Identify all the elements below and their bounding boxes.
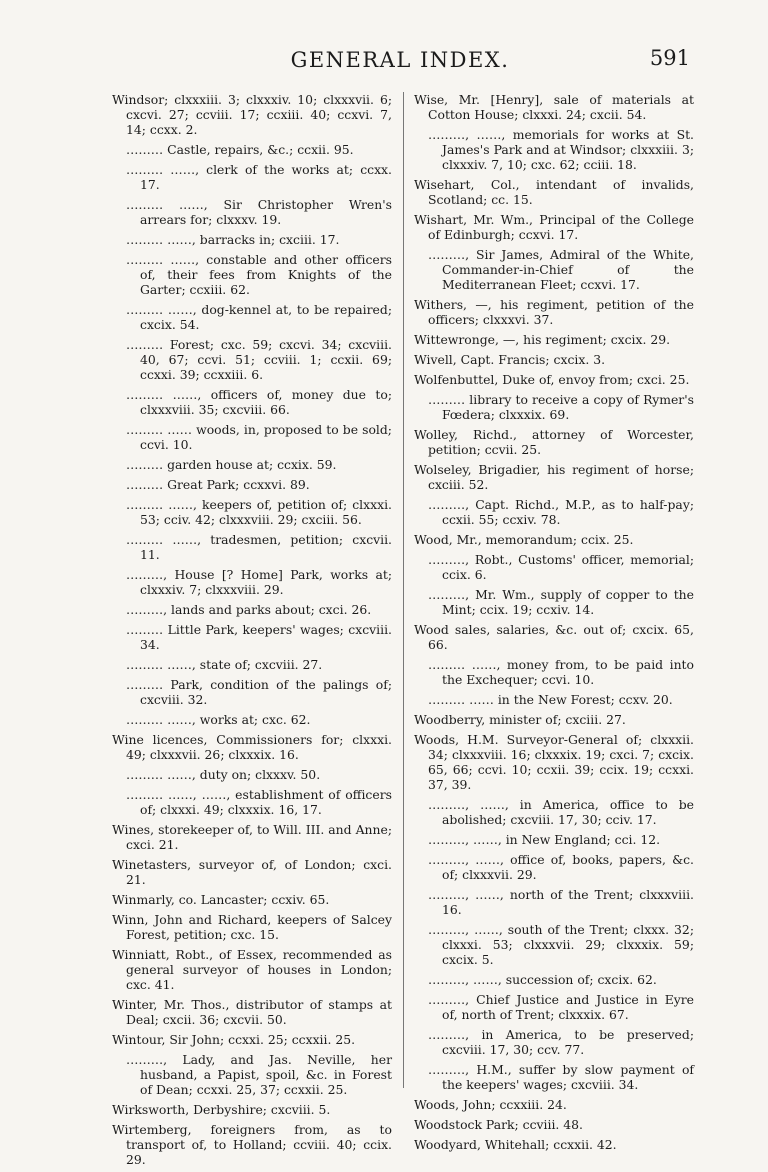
index-entry: Wood sales, salaries, &c. out of; cxcix. 65, 66. [414, 622, 694, 652]
index-entry: ………, Lady, and Jas. Neville, her husband, a Papist, spoil, &c. in Forest of Dean; ccxxi. 25, 37; ccxxii. 25. [126, 1052, 392, 1097]
index-entry: Wolley, Richd., attorney of Worcester, petition; ccvii. 25. [414, 427, 694, 457]
index-entry: ……… ……, constable and other officers of, their fees from Knights of the Garter; ccxiii. 62. [126, 252, 392, 297]
index-entry: ……… ……, tradesmen, petition; cxcvii. 11. [126, 532, 392, 562]
index-entry: ……… Castle, repairs, &c.; ccxii. 95. [126, 142, 354, 157]
index-entry: ………, H.M., suffer by slow payment of the keepers' wages; cxcviii. 34. [428, 1062, 694, 1092]
index-entry: Wirtemberg, foreigners from, as to transport of, to Holland; ccviii. 40; ccix. 29. [112, 1122, 392, 1167]
index-entry: Winmarly, co. Lancaster; ccxiv. 65. [112, 892, 330, 907]
index-entry: ……… ……, keepers of, petition of; clxxxi. 53; cciv. 42; clxxxviii. 29; cxciii. 56. [126, 497, 392, 527]
index-entry: Wintour, Sir John; ccxxi. 25; ccxxii. 25. [112, 1032, 356, 1047]
index-entry: ………, ……, in America, office to be abolished; cxcviii. 17, 30; cciv. 17. [428, 797, 694, 827]
index-entry: ……… …… in the New Forest; ccxv. 20. [428, 692, 673, 707]
index-entry: Woodyard, Whitehall; ccxxii. 42. [414, 1137, 617, 1152]
index-entry: ……… Great Park; ccxxvi. 89. [126, 477, 310, 492]
index-entry: ……… ……, works at; cxc. 62. [126, 712, 311, 727]
index-entry: ………, House [? Home] Park, works at; clxxxiv. 7; clxxxviii. 29. [126, 567, 392, 597]
index-entry: ……… garden house at; ccxix. 59. [126, 457, 337, 472]
index-entry: ……… ……, Sir Christopher Wren's arrears for; clxxxv. 19. [126, 197, 392, 227]
index-entry: ………, ……, memorials for works at St. James's Park and at Windsor; clxxxiii. 3; clxxxiv. 7, 10; cxc. 62; cciii. 18. [428, 127, 694, 172]
column-divider [403, 92, 404, 1088]
index-entry: ………, ……, succession of; cxcix. 62. [428, 972, 657, 987]
index-entry: ………, Capt. Richd., M.P., as to half-pay; ccxii. 55; ccxiv. 78. [428, 497, 694, 527]
index-entry: Woodberry, minister of; cxciii. 27. [414, 712, 626, 727]
index-entry: ………, ……, south of the Trent; clxxx. 32; clxxxi. 53; clxxxvii. 29; clxxxix. 59; cxcix. 5. [428, 922, 694, 967]
index-entry: Wisehart, Col., intendant of invalids, Scotland; cc. 15. [414, 177, 694, 207]
index-entry: ……… library to receive a copy of Rymer's Fœdera; clxxxix. 69. [428, 392, 694, 422]
index-entry: ……… ……, officers of, money due to; clxxxviii. 35; cxcviii. 66. [126, 387, 392, 417]
index-entry: ……… …… woods, in, proposed to be sold; ccvi. 10. [126, 422, 392, 452]
page-header [110, 44, 690, 74]
index-entry: ……… Little Park, keepers' wages; cxcviii. 34. [126, 622, 392, 652]
index-entry: ………, ……, in New England; cci. 12. [428, 832, 661, 847]
index-entry: ……… ……, duty on; clxxxv. 50. [126, 767, 321, 782]
index-entry: Wine licences, Commissioners for; clxxxi. 49; clxxxvii. 26; clxxxix. 16. [112, 732, 392, 762]
index-entry: Wines, storekeeper of, to Will. III. and Anne; cxci. 21. [112, 822, 392, 852]
index-entry: Wittewronge, —, his regiment; cxcix. 29. [414, 332, 671, 347]
index-entry: Woods, John; ccxxiii. 24. [414, 1097, 567, 1112]
index-entry: ……… ……, clerk of the works at; ccxx. 17. [126, 162, 392, 192]
index-entry: ……… ……, money from, to be paid into the Exchequer; ccvi. 10. [428, 657, 694, 687]
index-entry: Wishart, Mr. Wm., Principal of the College of Edinburgh; ccxvi. 17. [414, 212, 694, 242]
index-entry: ……… ……, dog-kennel at, to be repaired; cxcix. 54. [126, 302, 392, 332]
left-column [112, 92, 392, 1172]
index-entry: Winniatt, Robt., of Essex, recommended as general surveyor of houses in London; cxc. 41. [112, 947, 392, 992]
index-entry: Windsor; clxxxiii. 3; clxxxiv. 10; clxxxvii. 6; cxcvi. 27; ccviii. 17; ccxiii. 40; ccxvi. 7, 14; ccxx. 2. [112, 92, 392, 137]
index-entry: ………, Chief Justice and Justice in Eyre of, north of Trent; clxxxix. 67. [428, 992, 694, 1022]
index-entry: ………, in America, to be preserved; cxcviii. 17, 30; ccv. 77. [428, 1027, 694, 1057]
index-entry: Woodstock Park; ccviii. 48. [414, 1117, 583, 1132]
index-entry: ……… ……, ……, establishment of officers of; clxxxi. 49; clxxxix. 16, 17. [126, 787, 392, 817]
index-entry: Winn, John and Richard, keepers of Salcey Forest, petition; cxc. 15. [112, 912, 392, 942]
index-entry: ………, ……, office of, books, papers, &c. of; clxxxvii. 29. [428, 852, 694, 882]
index-entry: ………, Robt., Customs' officer, memorial; ccix. 6. [428, 552, 694, 582]
index-entry: Withers, —, his regiment, petition of the officers; clxxxvi. 37. [414, 297, 694, 327]
index-entry: Winter, Mr. Thos., distributor of stamps at Deal; cxcii. 36; cxcvii. 50. [112, 997, 392, 1027]
page-number: 591 [649, 46, 690, 70]
index-entry: ………, ……, north of the Trent; clxxxviii. 16. [428, 887, 694, 917]
index-entry: ……… Forest; cxc. 59; cxcvi. 34; cxcviii. 40, 67; ccvi. 51; ccviii. 1; ccxii. 69; ccxxi. 39; ccxxiii. 6. [126, 337, 392, 382]
index-entry: Wolseley, Brigadier, his regiment of horse; cxciii. 52. [414, 462, 694, 492]
index-entry: ………, lands and parks about; cxci. 26. [126, 602, 372, 617]
index-entry: Wirksworth, Derbyshire; cxcviii. 5. [112, 1102, 331, 1117]
index-entry: ……… Park, condition of the palings of; cxcviii. 32. [126, 677, 392, 707]
index-entry: Wise, Mr. [Henry], sale of materials at Cotton House; clxxxi. 24; cxcii. 54. [414, 92, 694, 122]
index-entry: Wivell, Capt. Francis; cxcix. 3. [414, 352, 606, 367]
index-entry: Wood, Mr., memorandum; ccix. 25. [414, 532, 634, 547]
index-entry: Woods, H.M. Surveyor-General of; clxxxii. 34; clxxxviii. 16; clxxxix. 19; cxci. 7; cxcix. 65, 66; ccvi. 10; ccxii. 39; ccix. 19; ccxxi. 37, 39. [414, 732, 694, 792]
index-entry: Wolfenbuttel, Duke of, envoy from; cxci. 25. [414, 372, 690, 387]
index-entry: ……… ……, state of; cxcviii. 27. [126, 657, 323, 672]
running-title: GENERAL INDEX. [290, 48, 510, 72]
right-column [414, 92, 694, 1157]
index-entry: Winetasters, surveyor of, of London; cxci. 21. [112, 857, 392, 887]
index-columns [112, 92, 700, 1167]
index-entry: ………, Sir James, Admiral of the White, Commander-in-Chief of the Mediterranean Fleet; ccxvi. 17. [428, 247, 694, 292]
index-entry: ………, Mr. Wm., supply of copper to the Mint; ccix. 19; ccxiv. 14. [428, 587, 694, 617]
index-entry: ……… ……, barracks in; cxciii. 17. [126, 232, 340, 247]
